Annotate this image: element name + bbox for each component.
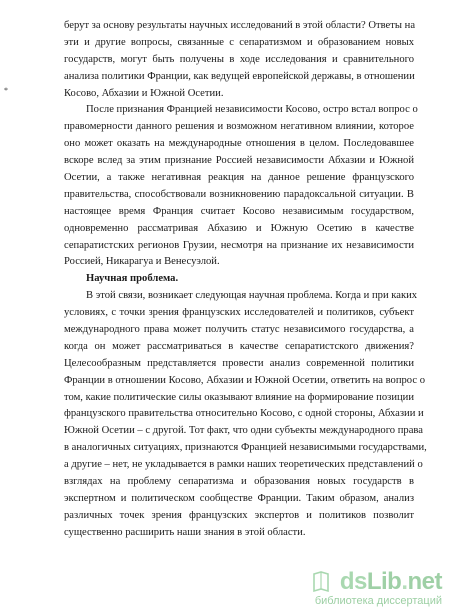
- text-line: настоящее время Франция считает Косово независимым государством,: [64, 205, 414, 217]
- book-icon: [312, 571, 330, 593]
- text-line: государств, могут быть получены в ходе исследования и сравнительного: [64, 53, 414, 65]
- text-line: Южной Осетии – с другой. Тот факт, что одни субъекты международного права: [64, 425, 423, 437]
- text-line: В этой связи, возникает следующая научная проблема. Когда и при каких: [86, 290, 418, 302]
- text-line: вскоре вслед за этим признание Россией независимости Абхазии и Южной: [64, 155, 414, 167]
- text-line: Косово, Абхазии и Южной Осетии.: [64, 87, 224, 99]
- text-line: оно может оказать на международные отношения в целом. Последовавшее: [64, 138, 414, 150]
- margin-mark: *: [4, 86, 8, 95]
- text-line: различных точек зрения французских экспертов и политиков позволит: [64, 509, 414, 521]
- text-line: когда он может рассматриваться в качестве сепаратистского движения?: [64, 340, 414, 352]
- section-heading: Научная проблема.: [86, 273, 179, 285]
- text-line: условиях, с точки зрения французских исследователей и политиков, субъект: [64, 307, 414, 319]
- text-line: Россией, Никарагуа и Венесуэлой.: [64, 256, 220, 268]
- text-line: том, какие политические силы оказывают влияние на формирование позиции: [64, 391, 414, 403]
- text-line: существенно расширить наши знания в этой области.: [64, 526, 306, 538]
- text-line: После признания Францией независимости Косово, остро встал вопрос о: [86, 104, 418, 116]
- watermark-subtitle: библиотека диссертаций: [314, 595, 442, 607]
- text-line: французского правительства относительно Косово, с одной стороны, Абхазии и: [64, 408, 424, 420]
- text-line: эти и другие вопросы, связанные с сепаратизмом и образованием новых: [64, 36, 414, 48]
- text-line: Осетии, а также негативная реакция на данное решение французского: [64, 172, 414, 184]
- text-line: сепаратистских регионов Грузии, несмотря на признание их независимости: [64, 239, 414, 251]
- text-line: в аналогичных ситуациях, признаются Францией независимыми государствами,: [64, 442, 427, 454]
- text-line: правительства, способствовали возникновению парадоксальной ситуации. В: [64, 188, 414, 200]
- text-line: одновременно рассматривая Абхазию и Южную Осетию в качестве: [64, 222, 414, 234]
- watermark-logo: [242, 570, 442, 610]
- text-line: анализа политики Франции, как ведущей европейской державы, в отношении: [64, 70, 415, 82]
- text-line: а другие – нет, не укладывается в рамки наших теоретических представлений о: [64, 459, 423, 471]
- text-line: Целесообразным представляется провести анализ современной политики: [64, 357, 414, 369]
- text-line: международного права может получить статус независимого государства, а: [64, 324, 414, 336]
- text-line: правомерности данного решения и возможном негативном влиянии, которое: [64, 121, 414, 133]
- text-line: взглядах на проблему сепаратизма и образования новых государств в: [64, 476, 414, 488]
- text-line: Франции в отношении Косово, Абхазии и Южной Осетии, ответить на вопрос о: [64, 374, 426, 386]
- text-line: берут за основу результаты научных исследований в этой области? Ответы на: [64, 20, 416, 31]
- text-line: экспертном и политическом сообществе Франции. Таким образом, анализ: [64, 492, 414, 504]
- watermark-brand: dsLib.net: [339, 568, 442, 595]
- body-text: [64, 18, 427, 542]
